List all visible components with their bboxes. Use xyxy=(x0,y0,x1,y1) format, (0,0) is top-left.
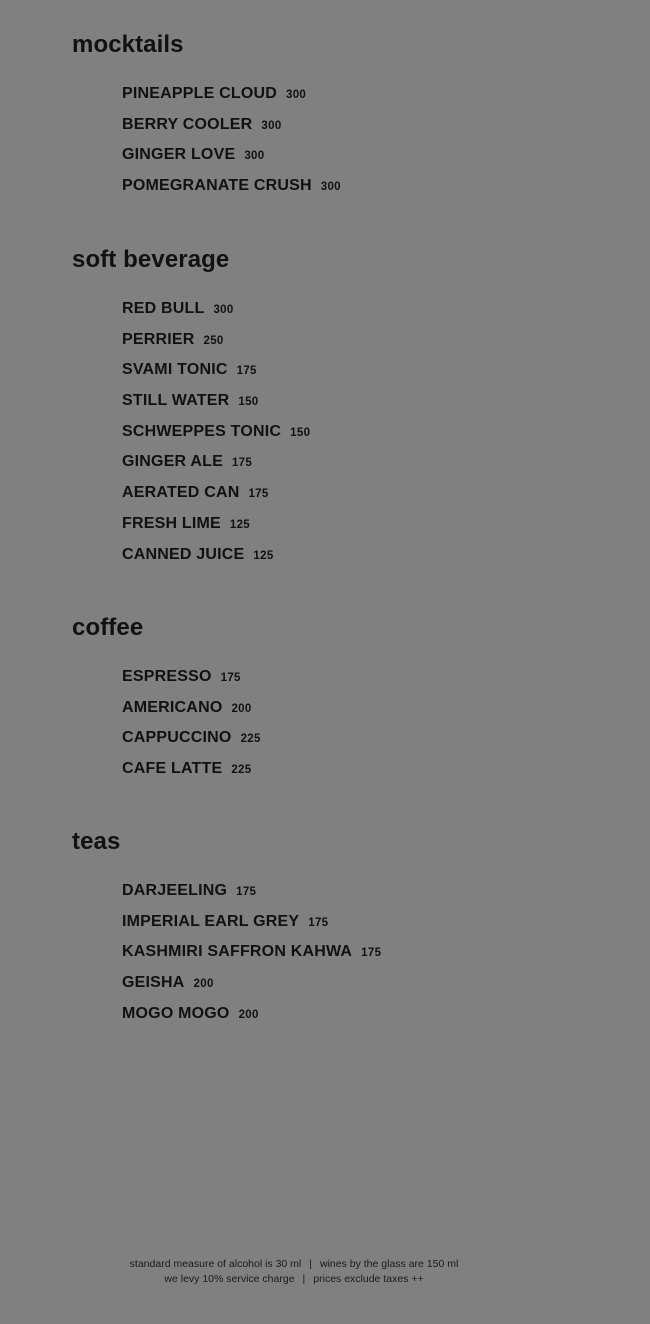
item-price: 300 xyxy=(286,89,307,101)
item-name: MOGO MOGO xyxy=(122,1004,230,1022)
item-price: 300 xyxy=(261,119,282,132)
item-price: 300 xyxy=(244,150,265,163)
menu-item xyxy=(122,110,632,141)
section-mocktails xyxy=(72,31,632,202)
item-price: 300 xyxy=(213,304,234,316)
menu-item xyxy=(122,540,632,571)
service-charge-note: we levy 10% service charge xyxy=(164,1272,295,1285)
item-name: GINGER ALE xyxy=(122,453,223,471)
item-price: 200 xyxy=(193,978,214,991)
menu-item xyxy=(122,325,632,356)
item-list xyxy=(122,79,632,202)
menu-item xyxy=(122,171,632,202)
wine-glass-note: wines by the glass are 150 ml xyxy=(320,1258,459,1270)
item-name: AMERICANO xyxy=(122,698,223,716)
item-name: GEISHA xyxy=(122,974,185,992)
item-price: 225 xyxy=(240,733,261,746)
menu-item xyxy=(122,447,632,478)
item-name: STILL WATER xyxy=(122,392,230,410)
menu-item xyxy=(122,937,632,968)
item-list xyxy=(122,662,632,785)
item-name: FRESH LIME xyxy=(122,514,221,532)
item-name: POMEGRANATE CRUSH xyxy=(122,177,312,195)
item-price: 175 xyxy=(308,916,329,929)
item-price: 175 xyxy=(231,457,253,470)
menu-item xyxy=(122,509,632,540)
section-title: coffee xyxy=(72,614,144,641)
item-price: 300 xyxy=(320,181,341,194)
item-price: 175 xyxy=(236,365,257,378)
item-price: 175 xyxy=(220,672,241,684)
menu-item xyxy=(122,386,632,417)
item-name: CAFE LATTE xyxy=(122,760,223,778)
menu-item xyxy=(122,662,632,693)
item-price: 175 xyxy=(236,886,257,898)
menu-item xyxy=(122,907,632,938)
section-title: mocktails xyxy=(72,31,184,58)
menu-item xyxy=(122,140,632,171)
item-price: 250 xyxy=(203,334,224,347)
item-list xyxy=(122,876,632,1029)
footer-separator: | xyxy=(309,1258,312,1270)
item-price: 225 xyxy=(231,764,252,777)
section-title: teas xyxy=(72,828,121,855)
item-price: 150 xyxy=(290,426,311,439)
menu-item xyxy=(122,417,632,448)
footer-separator: | xyxy=(302,1272,306,1285)
alcohol-measure-note: standard measure of alcohol is 30 ml xyxy=(129,1258,302,1270)
menu-item xyxy=(122,999,632,1030)
item-price: 125 xyxy=(253,549,274,562)
item-name: CAPPUCCINO xyxy=(122,729,232,747)
item-price: 125 xyxy=(229,518,250,531)
menu-item xyxy=(122,355,632,386)
menu-item xyxy=(122,693,632,724)
item-name: ESPRESSO xyxy=(122,668,212,685)
item-price: 200 xyxy=(238,1008,259,1021)
section-coffee xyxy=(72,614,632,785)
item-name: PINEAPPLE CLOUD xyxy=(122,85,278,102)
menu-item xyxy=(122,294,632,325)
footer-line xyxy=(0,1257,588,1272)
item-name: AERATED CAN xyxy=(122,484,240,502)
item-name: IMPERIAL EARL GREY xyxy=(122,912,300,930)
menu-item xyxy=(122,723,632,754)
item-name: BERRY COOLER xyxy=(122,115,253,133)
item-price: 175 xyxy=(248,488,269,501)
item-name: SVAMI TONIC xyxy=(122,361,228,379)
menu-item xyxy=(122,478,632,509)
item-name: CANNED JUICE xyxy=(122,545,245,563)
item-name: PERRIER xyxy=(122,330,195,348)
item-name: KASHMIRI SAFFRON KAHWA xyxy=(122,943,353,961)
item-price: 175 xyxy=(361,947,382,960)
item-price: 200 xyxy=(231,702,252,715)
item-price: 150 xyxy=(238,396,259,409)
footer-line xyxy=(0,1272,588,1287)
section-title: soft beverage xyxy=(72,246,230,273)
item-list xyxy=(122,294,632,570)
item-name: RED BULL xyxy=(122,300,205,317)
item-name: GINGER LOVE xyxy=(122,146,236,164)
section-teas xyxy=(72,828,632,1029)
taxes-note: prices exclude taxes ++ xyxy=(313,1272,424,1285)
item-name: DARJEELING xyxy=(122,882,228,899)
section-soft-beverage xyxy=(72,246,632,570)
menu-item xyxy=(122,968,632,999)
item-name: SCHWEPPES TONIC xyxy=(122,422,282,440)
menu-item xyxy=(122,79,632,110)
menu-item xyxy=(122,876,632,907)
menu-footer xyxy=(0,1257,588,1286)
menu-item xyxy=(122,754,632,785)
